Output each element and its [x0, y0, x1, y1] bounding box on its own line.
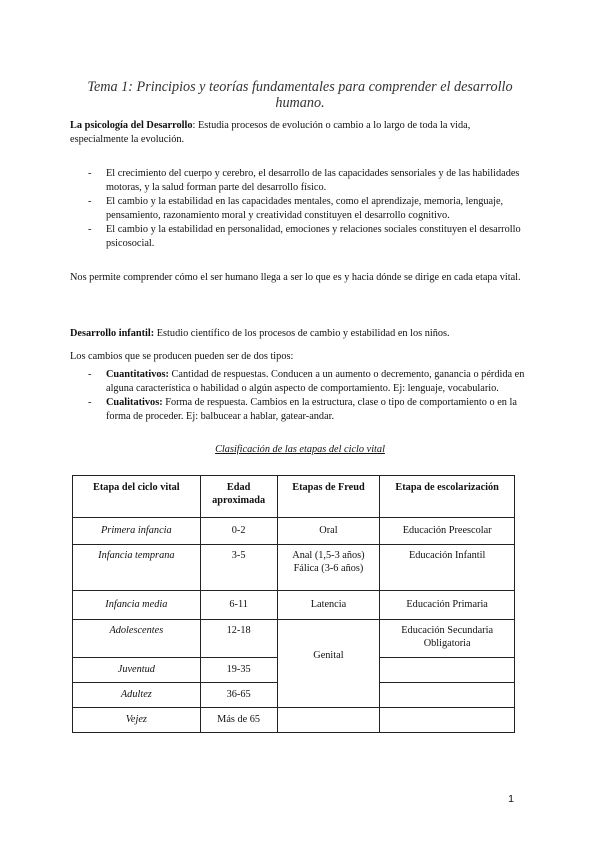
- table-caption: Clasificación de las etapas del ciclo vital: [215, 444, 385, 455]
- table-row: Infancia temprana 3-5 Anal (1,5-3 años) Fálica (3-6 años) Educación Infantil: [73, 545, 515, 591]
- page-title: Tema 1: Principios y teorías fundamentales para comprender el desarrollo humano.: [87, 79, 513, 111]
- table-row: Vejez Más de 65: [73, 708, 515, 733]
- section-desarrollo-definition: [70, 327, 530, 341]
- list-item: - El cambio y la estabilidad en las capacidades mentales, como el aprendizaje, memoria, lenguaje, pensamiento, razonamiento moral y creatividad constituyen el desarrollo cognitivo.: [88, 196, 504, 221]
- change-types-intro: Los cambios que se producen pueden ser de dos tipos:: [70, 351, 294, 362]
- column-header: Etapas de Freud: [277, 476, 380, 518]
- table-row: Primera infancia 0-2 Oral Educación Preescolar: [73, 518, 515, 545]
- column-header: Etapa del ciclo vital: [73, 476, 201, 518]
- list-item: - El crecimiento del cuerpo y cerebro, el desarrollo de las capacidades sensoriales y de las habilidades motoras, y la salud forman parte del desarrollo físico.: [88, 168, 520, 193]
- list-item: - El cambio y la estabilidad en personalidad, emociones y relaciones sociales constituyen el desarrollo psicosocial.: [88, 224, 521, 249]
- definition-psicologia: : Estudia procesos de evolución o cambio a lo largo de toda la vida, especialmente la evolución.: [70, 120, 471, 145]
- table-row: Juventud 19-35: [73, 658, 515, 683]
- development-areas-list: [70, 167, 530, 251]
- table-row: Adultez 36-65: [73, 683, 515, 708]
- change-types-list: [70, 368, 530, 424]
- section-psicologia-definition: [70, 119, 530, 147]
- life-cycle-table: [72, 475, 515, 733]
- column-header: Etapa de escolarización: [380, 476, 515, 518]
- section-psicologia-closing: Nos permite comprender cómo el ser humano llega a ser lo que es y hacia dónde se dirige en cada etapa vital.: [70, 272, 521, 283]
- table-row: Infancia media 6-11 Latencia Educación Primaria: [73, 591, 515, 620]
- list-item: - Cualitativos: Forma de respuesta. Cambios en la estructura, clase o tipo de comportamiento o en la forma de proceder. Ej: balbucear a hablar, gatear-andar.: [88, 397, 517, 422]
- term-psicologia: La psicología del Desarrollo: [70, 120, 193, 131]
- table-row: Adolescentes 12-18 Genital Educación Secundaria Obligatoria: [73, 620, 515, 658]
- definition-desarrollo-infantil: Estudio científico de los procesos de cambio y estabilidad en los niños.: [154, 328, 450, 339]
- column-header: Edad aproximada: [200, 476, 277, 518]
- page-number: 1: [508, 793, 514, 805]
- list-item: - Cuantitativos: Cantidad de respuestas. Conducen a un aumento o decremento, ganancia o pérdida en alguna característica o habilidad o algún aspecto de comportamiento. Ej: lenguaje, vocabulario.: [88, 369, 525, 394]
- table-header-row: [73, 476, 515, 518]
- term-desarrollo-infantil: Desarrollo infantil:: [70, 328, 155, 339]
